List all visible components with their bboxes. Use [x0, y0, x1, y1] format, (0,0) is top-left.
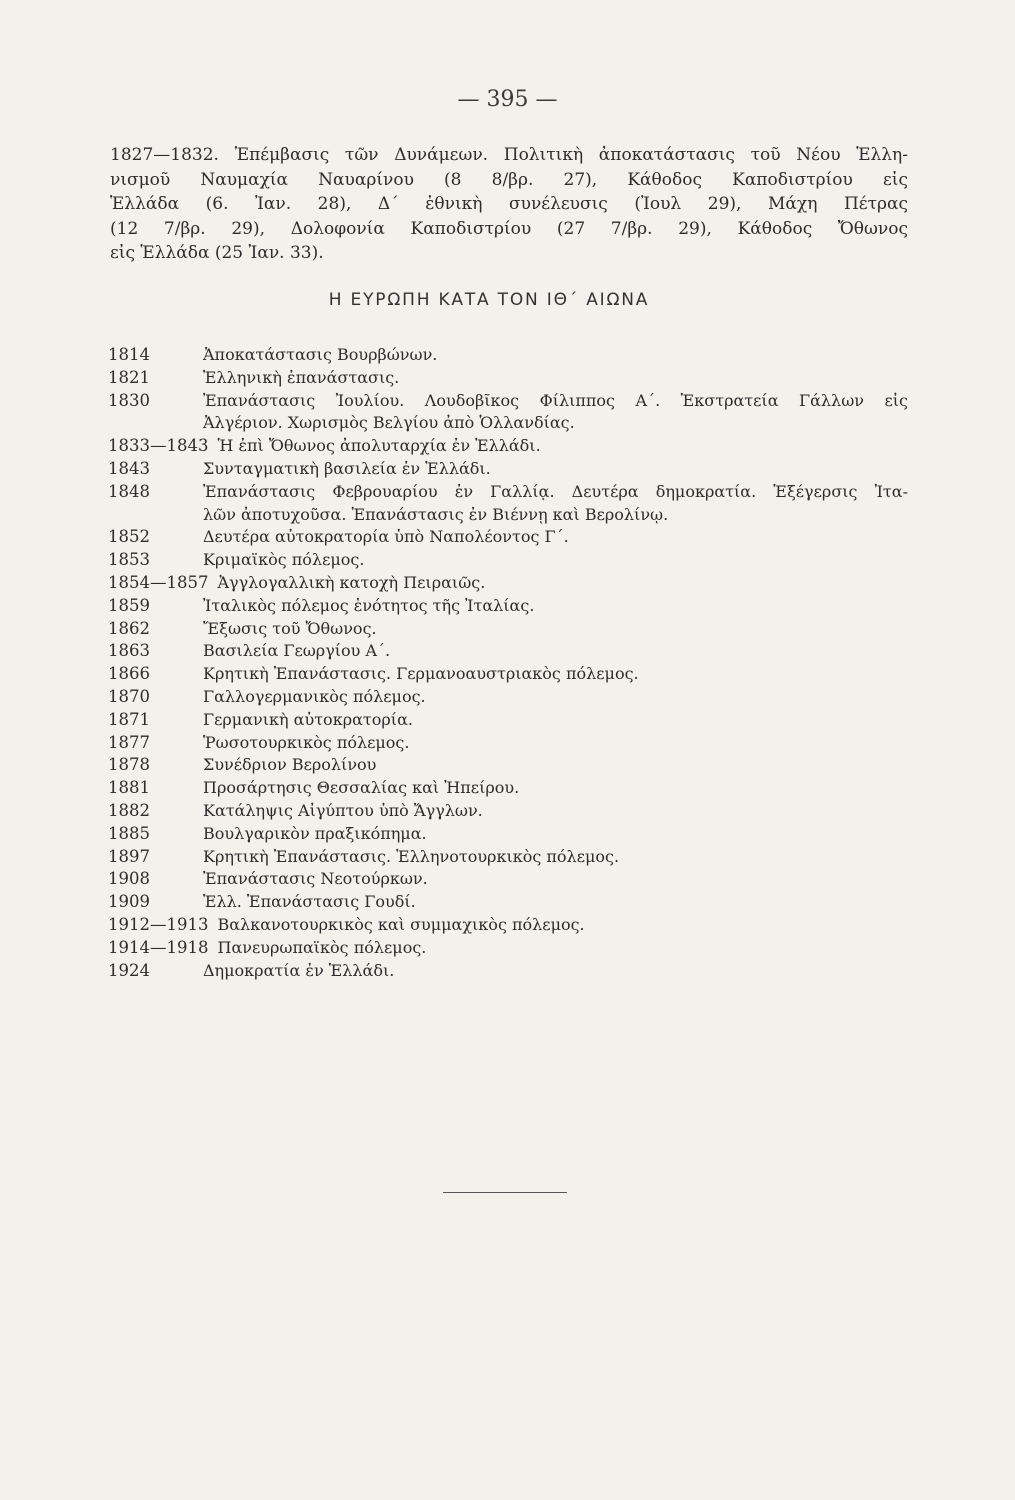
event-line: Ἡ ἐπὶ Ὄθωνος ἀπολυταρχία ἐν Ἑλλάδι. — [217, 436, 541, 456]
intro-line: νισμοῦ Ναυμαχία Ναυαρίνου (8 8/βρ. 27), Κάθοδος Καποδιστρίου εἰς — [110, 169, 908, 190]
timeline-row — [108, 709, 908, 732]
timeline-year: 1912—1913 — [108, 914, 209, 934]
intro-line: εἰς Ἑλλάδα (25 Ἰαν. 33). — [110, 243, 324, 263]
timeline-event — [203, 846, 908, 869]
timeline-event — [203, 823, 908, 846]
timeline-row — [108, 481, 908, 527]
timeline-event — [203, 868, 908, 891]
timeline-year: 1871 — [108, 709, 150, 729]
timeline-row — [108, 618, 908, 641]
timeline-event — [203, 595, 908, 618]
timeline-year: 1863 — [108, 641, 150, 661]
event-line: Βασιλεία Γεωργίου Α΄. — [203, 641, 391, 661]
timeline-row — [108, 868, 908, 891]
timeline-event — [203, 367, 908, 390]
timeline-year: 1881 — [108, 778, 150, 798]
event-line: Κρητικὴ Ἐπανάστασις. Ἑλληνοτουρκικὸς πόλεμος. — [203, 846, 620, 866]
timeline-year: 1814 — [108, 345, 150, 364]
timeline-year: 1848 — [108, 481, 150, 501]
event-line: Κρητικὴ Ἐπανάστασις. Γερμανοαυστριακὸς πόλεμος. — [203, 664, 639, 684]
timeline-year: 1885 — [108, 823, 150, 843]
timeline-row — [108, 435, 908, 458]
event-line: Γερμανικὴ αὐτοκρατορία. — [203, 709, 413, 729]
event-line: Ἐπανάστασις Ἰουλίου. Λουδοβῖκος Φίλιππος Α΄. Ἐκστρατεία Γάλλων εἰς — [203, 390, 908, 410]
timeline-row — [108, 800, 908, 823]
timeline-event — [203, 481, 908, 527]
event-line: Ἑλλ. Ἐπανάστασις Γουδί. — [203, 892, 416, 912]
timeline-event — [203, 663, 908, 686]
timeline-year: 1830 — [108, 390, 150, 410]
timeline-event — [203, 709, 908, 732]
timeline-year: 1854—1857 — [108, 572, 209, 592]
timeline-year: 1877 — [108, 732, 150, 752]
event-line: Ἀγγλογαλλικὴ κατοχὴ Πειραιῶς. — [217, 572, 486, 592]
timeline-year: 1882 — [108, 800, 150, 820]
intro-line: Ἑλλάδα (6. Ἰαν. 28), Δ΄ ἐθνικὴ συνέλευσις (Ἰουλ 29), Μάχη Πέτρας — [110, 194, 908, 214]
timeline-event — [217, 937, 908, 960]
timeline-row — [108, 754, 908, 777]
timeline-year: 1859 — [108, 595, 150, 615]
timeline-list — [108, 344, 908, 982]
timeline-event — [203, 686, 908, 709]
timeline-event — [203, 618, 908, 641]
timeline-event — [203, 891, 908, 914]
intro-line: 1827—1832. Ἐπέμβασις τῶν Δυνάμεων. Πολιτικὴ ἀποκατάστασις τοῦ Νέου Ἑλλη- — [110, 145, 908, 165]
timeline-event — [203, 344, 908, 367]
event-line: Ἐπανάστασις Φεβρουαρίου ἐν Γαλλίᾳ. Δευτέρα δημοκρατία. Ἐξέγερσις Ἰτα- — [203, 481, 908, 501]
timeline-row — [108, 549, 908, 572]
timeline-year: 1870 — [108, 686, 150, 706]
timeline-row — [108, 891, 908, 914]
timeline-row — [108, 458, 908, 481]
page-number: — 395 — — [457, 87, 558, 112]
timeline-row — [108, 937, 908, 960]
timeline-event — [203, 754, 908, 777]
event-line: Προσάρτησις Θεσσαλίας καὶ Ἠπείρου. — [203, 778, 520, 798]
event-line: Ῥωσοτουρκικὸς πόλεμος. — [203, 732, 410, 752]
event-line: Δευτέρα αὐτοκρατορία ὑπὸ Ναπολέοντος Γ΄. — [203, 527, 569, 547]
timeline-row — [108, 777, 908, 800]
timeline-row — [108, 526, 908, 549]
event-line: Γαλλογερμανικὸς πόλεμος. — [203, 686, 426, 706]
timeline-row — [108, 640, 908, 663]
timeline-year: 1909 — [108, 892, 150, 912]
timeline-row — [108, 595, 908, 618]
timeline-event — [203, 640, 908, 663]
intro-paragraph — [110, 143, 908, 266]
timeline-event — [203, 526, 908, 549]
timeline-year: 1862 — [108, 618, 150, 638]
timeline-event — [203, 458, 908, 481]
timeline-event — [203, 549, 908, 572]
event-line: Κριμαϊκὸς πόλεμος. — [203, 550, 365, 570]
event-line: Ἔξωσις τοῦ Ὄθωνος. — [203, 618, 377, 638]
section-heading: Η ΕΥΡΩΠΗ ΚΑΤΑ ΤΟΝ ΙΘ΄ ΑΙΩΝΑ — [328, 290, 650, 310]
timeline-row — [108, 367, 908, 390]
timeline-row — [108, 686, 908, 709]
timeline-year: 1852 — [108, 527, 150, 547]
timeline-row — [108, 572, 908, 595]
timeline-year: 1866 — [108, 664, 150, 684]
event-line: Ἰταλικὸς πόλεμος ἑνότητος τῆς Ἰταλίας. — [203, 595, 535, 615]
event-line: Πανευρωπαϊκὸς πόλεμος. — [217, 937, 427, 957]
timeline-year: 1833—1843 — [108, 436, 209, 456]
timeline-year: 1897 — [108, 846, 150, 866]
divider-line — [443, 1192, 567, 1193]
intro-line: (12 7/βρ. 29), Δολοφονία Καποδιστρίου (27 7/βρ. 29), Κάθοδος Ὄθωνος — [110, 218, 908, 239]
timeline-event — [217, 572, 908, 595]
timeline-event — [217, 435, 908, 458]
timeline-row — [108, 846, 908, 869]
event-line: Συνταγματικὴ βασιλεία ἐν Ἑλλάδι. — [203, 458, 491, 478]
timeline-row — [108, 732, 908, 755]
timeline-event — [203, 800, 908, 823]
event-line: Συνέδριον Βερολίνου — [203, 755, 377, 775]
timeline-event — [203, 732, 908, 755]
event-line: Δημοκρατία ἐν Ἑλλάδι. — [203, 960, 395, 980]
timeline-year: 1878 — [108, 755, 150, 775]
event-line: Ἐπανάστασις Νεοτούρκων. — [203, 869, 428, 889]
event-line: Ἀλγέριον. Χωρισμὸς Βελγίου ἀπὸ Ὁλλανδίας. — [203, 413, 575, 433]
timeline-event — [203, 777, 908, 800]
timeline-row — [108, 823, 908, 846]
timeline-year: 1843 — [108, 458, 150, 478]
timeline-row — [108, 663, 908, 686]
timeline-event — [203, 390, 908, 436]
event-line: Βουλγαρικὸν πραξικόπημα. — [203, 823, 427, 843]
timeline-event — [203, 960, 908, 983]
timeline-year: 1853 — [108, 550, 150, 570]
event-line: λῶν ἀποτυχοῦσα. Ἐπανάστασις ἐν Βιέννῃ καὶ Βερολίνῳ. — [203, 504, 669, 524]
timeline-row — [108, 914, 908, 937]
timeline-row — [108, 344, 908, 367]
timeline-event — [217, 914, 908, 937]
event-line: Ἑλληνικὴ ἐπανάστασις. — [203, 367, 400, 387]
timeline-year: 1924 — [108, 960, 150, 980]
timeline-row — [108, 390, 908, 436]
timeline-year: 1914—1918 — [108, 937, 209, 957]
event-line: Ἀποκατάστασις Βουρβώνων. — [203, 345, 438, 364]
timeline-row — [108, 960, 908, 983]
event-line: Βαλκανοτουρκικὸς καὶ συμμαχικὸς πόλεμος. — [217, 914, 585, 934]
event-line: Κατάληψις Αἰγύπτου ὑπὸ Ἄγγλων. — [203, 800, 483, 820]
timeline-year: 1908 — [108, 869, 150, 889]
timeline-year: 1821 — [108, 367, 150, 387]
